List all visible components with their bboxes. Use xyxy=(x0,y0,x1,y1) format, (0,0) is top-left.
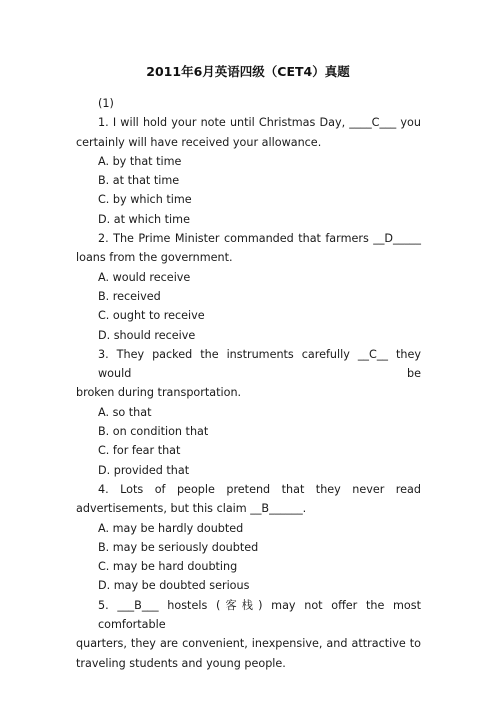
question-5-line-3: traveling students and young people. xyxy=(76,656,286,670)
question-2-line-1: 2. The Prime Minister commanded that farmers __D_____ xyxy=(98,232,421,246)
question-5-line-1: 5. ___B___ hostels (客栈) may not offer the most comfortable xyxy=(98,598,421,632)
question-4-option-d: D. may be doubted serious xyxy=(98,579,250,593)
question-4-line-1: 4. Lots of people pretend that they never read xyxy=(98,482,421,496)
question-3-option-a: A. so that xyxy=(98,405,152,419)
question-3-option-b: B. on condition that xyxy=(98,425,209,439)
question-3-line-1: 3. They packed the instruments carefully __C__ they would be xyxy=(98,347,421,381)
page-title: 2011年6月英语四级（CET4）真题 xyxy=(146,64,350,79)
question-2-line-2: loans from the government. xyxy=(76,251,233,265)
question-5-line-2: quarters, they are convenient, inexpensive, and attractive to xyxy=(76,637,421,651)
question-2-option-a: A. would receive xyxy=(98,270,191,284)
question-1-option-a: A. by that time xyxy=(98,154,182,168)
question-4-option-a: A. may be hardly doubted xyxy=(98,521,244,535)
question-4-option-b: B. may be seriously doubted xyxy=(98,540,259,554)
question-4-option-c: C. may be hard doubting xyxy=(98,560,238,574)
question-3-option-c: C. for fear that xyxy=(98,444,181,458)
question-1-option-c: C. by which time xyxy=(98,193,192,207)
question-2-option-d: D. should receive xyxy=(98,328,196,342)
question-2-option-c: C. ought to receive xyxy=(98,309,205,323)
question-1-option-b: B. at that time xyxy=(98,174,180,188)
question-4-line-2: advertisements, but this claim __B______. xyxy=(76,502,307,516)
question-3-option-d: D. provided that xyxy=(98,463,190,477)
question-1-line-1: 1. I will hold your note until Christmas Day, ____C___ you xyxy=(98,116,421,130)
document-body xyxy=(76,94,421,673)
question-1-line-2: certainly will have received your allowance. xyxy=(76,135,322,149)
question-2-option-b: B. received xyxy=(98,289,161,303)
question-3-line-2: broken during transportation. xyxy=(76,386,242,400)
question-1-option-d: D. at which time xyxy=(98,212,190,226)
section-label: (1) xyxy=(98,97,114,110)
